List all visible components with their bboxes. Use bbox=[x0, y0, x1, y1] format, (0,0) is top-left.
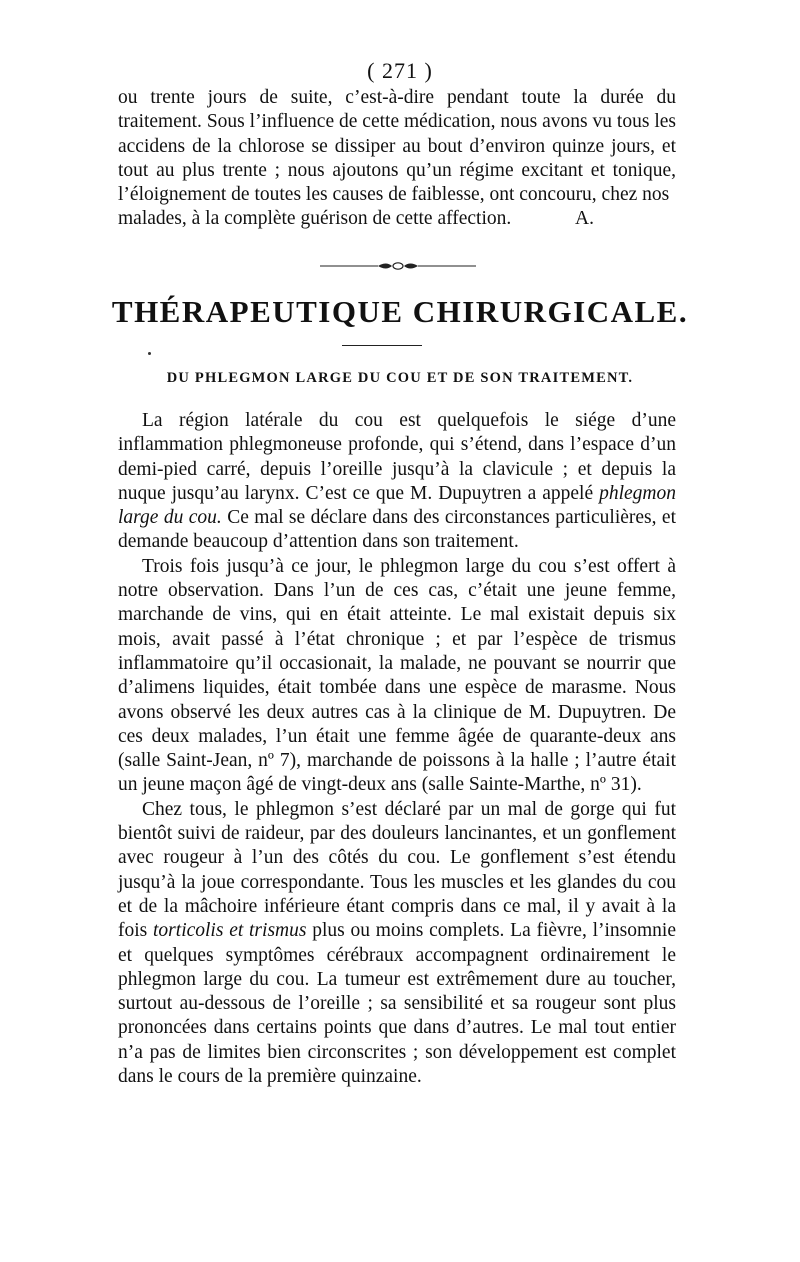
section-ornament bbox=[320, 256, 476, 276]
paragraph-3 bbox=[118, 798, 676, 1090]
paragraph-3-text-a: Chez tous, le phlegmon s’est déclaré par un mal de gorge qui fut bientôt suivi de raideur, par des douleurs lancinantes, et un gonflement avec rougeur à l’un des côtés du cou. Le gonflement s’est étendu jusqu’à la joue correspondante. Tous les muscles et les glandes du cou et de la mâchoire inférieure étant compris dans ce mal, il y avait à la fois bbox=[118, 798, 676, 942]
paragraph-3-text-b: plus ou moins complets. La fièvre, l’insomnie et quelques symptômes cérébraux accompagnent ordinairement le phlegmon large du cou. La tumeur est extrêmement dure au toucher, surtout au-dessous de l’oreille ; sa sensibilité et sa rougeur sont plus prononcées dans certains points que dans d’autres. Le mal tout entier n’a pas de limites bien circonscrites ; son développement est complet dans le cours de la première quinzaine. bbox=[118, 920, 676, 1088]
paragraph-2: Trois fois jusqu’à ce jour, le phlegmon large du cou s’est offert à notre observation. Dans l’un de ces cas, c’était une jeune femme, marchande de vins, qui en était atteinte. Le mal existait depuis six mois, avait passé à l’état chronique ; et par l’espèce de trismus inflammatoire qu’il occasionait, la malade, ne pouvant se nourrir que d’alimens liquides, était tombée dans une espèce de marasme. Nous avons observé les deux autres cas à la clinique de M. Dupuytren. De ces deux malades, l’un était une femme âgée de quarante-deux ans (salle Saint-Jean, nº 7), marchande de poissons à la halle ; l’autre était un jeune maçon âgé de vingt-deux ans (salle Sainte-Marthe, nº 31). bbox=[118, 555, 676, 796]
section-title: THÉRAPEUTIQUE CHIRURGICALE. bbox=[111, 294, 689, 329]
paragraph-1-text-a: La région latérale du cou est quelquefois le siége d’une inflammation phlegmoneuse profonde, qui s’étend, dans l’espace d’un demi-pied carré, depuis l’oreille jusqu’à la clavicule ; et depuis la nuque jusqu’au larynx. C’est ce que M. Dupuytren a appelé bbox=[118, 410, 676, 504]
continuation-text bbox=[118, 86, 676, 232]
paragraph-1 bbox=[118, 409, 676, 555]
paragraph-3-italic: torticolis et trismus bbox=[153, 920, 307, 942]
article-body bbox=[118, 409, 676, 1089]
continuation-last-line bbox=[118, 207, 676, 231]
continuation-paragraph: ou trente jours de suite, c’est-à-dire pendant toute la durée du traitement. Sous l’influence de cette médication, nous avons vu tous les accidens de la chlorose se dissiper au bout d’environ quinze jours, et tout au plus trente ; nous ajoutons qu’un régime excitant et tonique, l’éloignement de toutes les causes de faiblesse, ont concouru, chez nos bbox=[118, 87, 676, 206]
paragraph-1-text-b: Ce mal se déclare dans des circonstances particulières, et demande beaucoup d’attention dans son traitement. bbox=[118, 507, 677, 553]
article-title: DU PHLEGMON LARGE DU COU ET DE SON TRAITEMENT. bbox=[166, 370, 634, 386]
author-signature: A. bbox=[575, 208, 594, 230]
title-divider bbox=[342, 345, 422, 346]
page-number: ( 271 ) bbox=[367, 58, 433, 83]
continuation-last-line-text: malades, à la complète guérison de cette affection. bbox=[118, 208, 512, 230]
paragraph-1-italic: phlegmon large du cou. bbox=[118, 482, 676, 529]
print-speck bbox=[148, 352, 151, 355]
